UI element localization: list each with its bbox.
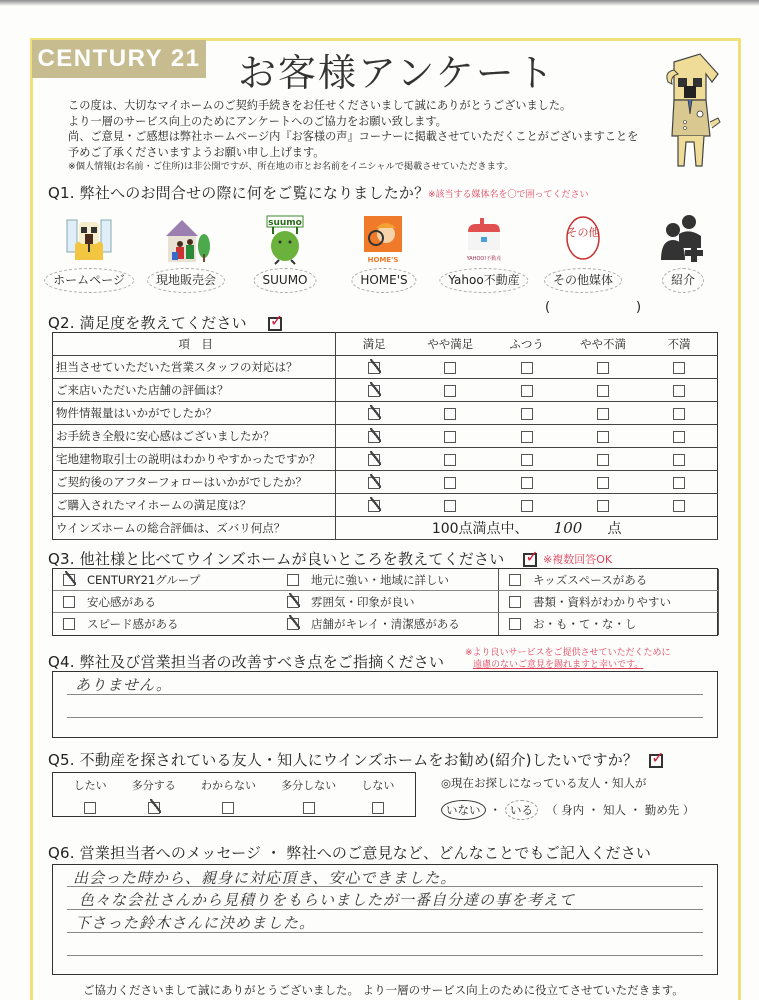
rating-cell — [336, 425, 412, 448]
suumo-caption: suumo — [268, 218, 302, 228]
q4-title: Q4. 弊社及び営業担当者の改善すべき点をご指摘ください — [48, 653, 445, 671]
strength-label: 安心感がある — [87, 594, 156, 609]
q2-title-text: Q2. 満足度を教えてください — [48, 314, 247, 332]
rating-cell — [488, 425, 564, 448]
rating-checkbox[interactable] — [597, 500, 609, 512]
rating-cell — [412, 356, 488, 379]
strength-label: 書類・資料がわかりやすい — [533, 594, 671, 609]
other-media-paren-close: ) — [636, 300, 642, 315]
strength-checkbox[interactable] — [63, 618, 75, 630]
rating-cell — [412, 379, 488, 402]
media-label: ホームページ — [44, 268, 134, 293]
q4-note-line2: 遠慮のないご意見を賜れますと幸いです。 — [473, 660, 644, 670]
rating-checkbox[interactable] — [521, 385, 533, 397]
rating-checkbox[interactable] — [673, 362, 685, 374]
media-option-yahoo[interactable] — [436, 212, 532, 292]
rating-cell — [412, 425, 488, 448]
recommend-label: したい — [73, 779, 107, 792]
rating-cell — [641, 402, 717, 425]
rating-checkbox[interactable] — [368, 477, 380, 489]
strength-checkbox[interactable] — [509, 596, 521, 608]
rating-cell — [412, 448, 488, 471]
rating-checkbox[interactable] — [673, 454, 685, 466]
media-option-homepage[interactable] — [41, 212, 137, 292]
rating-cell — [412, 494, 488, 517]
q6-handwritten-line: 出会った時から、親身に対応頂き、安心できました。 — [73, 869, 457, 887]
column-header: やや満足 — [412, 333, 488, 356]
rating-cell — [641, 471, 717, 494]
recommend-label: わからない — [200, 779, 256, 792]
q6-handwritten-line: 下さった鈴木さんに決めました。 — [75, 914, 316, 932]
row-label: ご購入されたマイホームの満足度は？ — [53, 494, 336, 517]
checkmark-icon — [268, 317, 282, 331]
rating-cell — [565, 402, 641, 425]
rating-cell — [565, 494, 641, 517]
rating-checkbox[interactable] — [521, 408, 533, 420]
rating-checkbox[interactable] — [444, 477, 456, 489]
rating-cell — [565, 425, 641, 448]
score-row — [53, 517, 718, 540]
rating-checkbox[interactable] — [521, 454, 533, 466]
strength-checkbox[interactable] — [287, 574, 299, 586]
recommend-label: しない — [361, 779, 395, 792]
q5-title-text: Q5. 不動産を探されている友人・知人にウインズホームをお勧め(紹介)したいですか？ — [48, 751, 639, 769]
media-options — [45, 212, 715, 292]
media-label: 紹介 — [662, 268, 704, 293]
satisfaction-table — [52, 332, 718, 540]
recommend-option[interactable] — [74, 773, 107, 816]
rating-cell — [488, 471, 564, 494]
rating-checkbox[interactable] — [521, 362, 533, 374]
score-prefix: 100点満点中、 — [431, 521, 529, 537]
table-row — [53, 379, 718, 402]
q5-title — [48, 749, 663, 770]
suumo-icon — [259, 214, 311, 266]
rating-checkbox[interactable] — [444, 500, 456, 512]
q4-answer-box[interactable] — [52, 671, 718, 738]
strength-label: CENTURY21グループ — [87, 572, 201, 587]
media-option-open-house[interactable] — [138, 212, 234, 292]
table-row — [53, 356, 718, 379]
yahoo-caption: YAHOO!不動産 — [466, 256, 502, 262]
strength-checkbox[interactable] — [63, 574, 75, 586]
recommend-checkbox[interactable] — [148, 802, 160, 814]
rating-cell — [565, 379, 641, 402]
rating-checkbox[interactable] — [444, 454, 456, 466]
rating-checkbox[interactable] — [673, 477, 685, 489]
q4-handwritten-answer: ありません。 — [75, 676, 172, 694]
rating-checkbox[interactable] — [673, 431, 685, 443]
row-label: お手続き全般に安心感はございましたか？ — [53, 425, 336, 448]
other-media-paren-open: ( — [545, 300, 551, 315]
rating-cell — [336, 471, 412, 494]
score-label: ウインズホームの総合評価は、ズバリ何点？ — [53, 517, 336, 540]
column-header: ふつう — [488, 333, 564, 356]
table-row — [53, 402, 718, 425]
friend-question: ◎現在お探しになっている友人・知人が — [441, 776, 647, 790]
table-header-row — [53, 333, 718, 356]
rating-cell — [488, 494, 564, 517]
q3-title-text: Q3. 他社様と比べてウインズホームが良いところを教えてください — [48, 550, 505, 568]
strength-label: お・も・て・な・し — [533, 617, 637, 631]
rating-cell — [565, 471, 641, 494]
recommend-checkbox[interactable] — [372, 802, 384, 814]
q3-note: ※複数回答OK — [543, 553, 613, 566]
score-input[interactable]: 100 — [553, 519, 583, 537]
rating-checkbox[interactable] — [368, 362, 380, 374]
strength-label: キッズスペースがある — [533, 572, 648, 587]
checkmark-icon — [523, 553, 537, 567]
media-label: HOME'S — [351, 268, 416, 293]
rating-checkbox[interactable] — [673, 500, 685, 512]
privacy-note: ※個人情報(お名前・ご住所)は非公開ですが、所在地の市とお名前をイニシャルで掲載させていただきます。 — [68, 161, 514, 172]
rating-checkbox[interactable] — [673, 408, 685, 420]
strength-checkbox[interactable] — [287, 596, 299, 608]
row-label: 宅地建物取引士の説明はわかりやすかったですか？ — [53, 448, 336, 471]
intro-line: 尚、ご意見・ご感想は弊社ホームページ内『お客様の声』コーナーに掲載させていただくことがございますことを — [68, 130, 639, 143]
rating-checkbox[interactable] — [597, 362, 609, 374]
recommend-checkbox[interactable] — [303, 802, 315, 814]
rating-cell — [488, 356, 564, 379]
homepage-mascot-icon — [63, 214, 115, 266]
friend-types: （ 身内 ・ 知人 ・ 勤め先 ） — [546, 803, 695, 817]
rating-cell — [488, 402, 564, 425]
media-option-suumo[interactable] — [237, 212, 333, 292]
strength-option[interactable] — [499, 591, 719, 613]
rating-cell — [336, 356, 412, 379]
rating-cell — [565, 448, 641, 471]
intro-line: この度は、大切なマイホームのご契約手続きをお任せくださいまして誠にありがとうございました。 — [68, 99, 572, 112]
column-header: 満足 — [336, 333, 412, 356]
scan-top-shadow — [0, 0, 759, 6]
rating-checkbox[interactable] — [444, 385, 456, 397]
rating-checkbox[interactable] — [444, 362, 456, 374]
media-label: Yahoo不動産 — [439, 268, 528, 293]
intro-line: より一層のサービス向上のためにアンケートへのご協力をお願い致します。 — [68, 114, 447, 128]
recommend-option[interactable] — [132, 773, 176, 816]
q6-answer-box[interactable] — [52, 864, 718, 975]
page-title: お客様アンケート — [238, 51, 556, 95]
score-cell — [336, 517, 718, 540]
rating-cell — [641, 379, 717, 402]
friend-option-none[interactable]: いない — [441, 800, 486, 820]
table-row — [53, 448, 718, 471]
rating-cell — [336, 402, 412, 425]
rating-cell — [412, 471, 488, 494]
friend-options — [441, 800, 694, 820]
media-option-homes[interactable] — [336, 212, 432, 292]
rating-checkbox[interactable] — [368, 408, 380, 420]
rating-cell — [336, 379, 412, 402]
friend-status — [441, 775, 694, 820]
strength-checkbox[interactable] — [509, 574, 521, 586]
rating-checkbox[interactable] — [368, 385, 380, 397]
rating-checkbox[interactable] — [597, 408, 609, 420]
rating-checkbox[interactable] — [521, 477, 533, 489]
separator: ・ — [489, 803, 501, 817]
row-label: ご契約後のアフターフォローはいかがでしたか？ — [53, 471, 336, 494]
recommend-checkbox[interactable] — [84, 802, 96, 814]
q1-title: Q1. 弊社へのお問合せの際に何をご覧になりましたか？ — [48, 184, 430, 202]
other-media-stamp-icon — [557, 214, 609, 266]
recommend-option[interactable] — [361, 773, 394, 816]
rating-cell — [565, 356, 641, 379]
column-header: やや不満 — [565, 333, 641, 356]
media-option-referral[interactable] — [635, 212, 731, 292]
column-header: 項 目 — [53, 333, 336, 356]
rating-checkbox[interactable] — [444, 408, 456, 420]
strength-option[interactable] — [53, 591, 277, 613]
writing-line — [67, 717, 703, 718]
media-label: その他媒体 — [544, 268, 622, 293]
column-header: 不満 — [641, 333, 717, 356]
strength-checkbox[interactable] — [287, 618, 299, 630]
strength-label: 店舗がキレイ・清潔感がある — [311, 617, 460, 631]
strengths-checklist — [52, 568, 718, 636]
recommend-checkbox[interactable] — [222, 802, 234, 814]
recommend-option[interactable] — [201, 773, 256, 816]
table-row — [53, 425, 718, 448]
q2-title — [48, 312, 282, 333]
score-suffix: 点 — [607, 521, 622, 537]
strength-option[interactable] — [53, 569, 277, 591]
q1-note: ※該当する媒体名を〇で囲ってください — [428, 190, 589, 200]
table-row — [53, 494, 718, 517]
other-stamp-text: その他 — [566, 226, 600, 239]
strength-label: スピード感がある — [87, 617, 179, 631]
strength-option[interactable] — [277, 591, 499, 613]
strength-checkbox[interactable] — [509, 618, 521, 630]
row-label: 物件情報量はいかがでしたか？ — [53, 402, 336, 425]
strength-option[interactable] — [499, 569, 719, 591]
q3-title — [48, 548, 537, 569]
recommend-label: 多分しない — [281, 779, 337, 792]
strength-label: 雰囲気・印象が良い — [311, 594, 415, 609]
rating-checkbox[interactable] — [597, 454, 609, 466]
homes-icon — [358, 214, 410, 266]
strength-option[interactable] — [499, 613, 719, 635]
rating-checkbox[interactable] — [597, 385, 609, 397]
strength-label: 地元に強い・地域に詳しい — [311, 572, 449, 587]
strength-option[interactable] — [277, 613, 499, 635]
recommend-option[interactable] — [281, 773, 336, 816]
open-house-family-icon — [160, 214, 212, 266]
rating-checkbox[interactable] — [521, 500, 533, 512]
rating-cell — [336, 494, 412, 517]
homes-caption: HOME'S — [367, 256, 399, 264]
writing-line — [67, 955, 703, 956]
rating-cell — [488, 448, 564, 471]
recommend-label: 多分する — [131, 779, 176, 792]
rating-checkbox[interactable] — [597, 477, 609, 489]
row-label: 担当させていただいた営業スタッフの対応は？ — [53, 356, 336, 379]
rating-cell — [641, 356, 717, 379]
rating-cell — [412, 402, 488, 425]
rating-cell — [641, 425, 717, 448]
footer-thanks: ご協力くださいまして誠にありがとうございました。 より一層のサービス向上のために役立てさせていただきます。 — [83, 983, 684, 997]
strength-checkbox[interactable] — [63, 596, 75, 608]
rating-checkbox[interactable] — [673, 385, 685, 397]
intro-line: 予めご了承くださいますようお願い申し上げます。 — [68, 145, 325, 159]
q4-note-line1: ※より良いサービスをご提供させていただくために — [465, 648, 671, 658]
yahoo-realestate-icon — [458, 214, 510, 266]
media-label: 現地販売会 — [147, 268, 225, 293]
strength-option[interactable] — [277, 569, 499, 591]
recommend-options — [52, 772, 416, 817]
rating-cell — [336, 448, 412, 471]
strength-option[interactable] — [53, 613, 277, 635]
rating-cell — [641, 494, 717, 517]
intro-text — [68, 98, 638, 174]
rating-checkbox[interactable] — [521, 431, 533, 443]
checkmark-icon — [649, 754, 663, 768]
row-label: ご来店いただいた店舗の評価は？ — [53, 379, 336, 402]
rating-cell — [641, 448, 717, 471]
rating-cell — [488, 379, 564, 402]
rating-checkbox[interactable] — [368, 454, 380, 466]
media-label: SUUMO — [254, 268, 317, 293]
media-option-other[interactable] — [535, 212, 631, 292]
rating-checkbox[interactable] — [368, 431, 380, 443]
table-row — [53, 471, 718, 494]
friend-option-exists[interactable]: いる — [505, 800, 538, 820]
rating-checkbox[interactable] — [597, 431, 609, 443]
century21-logo: CENTURY 21 — [32, 40, 206, 78]
rating-checkbox[interactable] — [368, 500, 380, 512]
q6-title: Q6. 営業担当者へのメッセージ ・ 弊社へのご意見など、どんなことでもご記入ください — [48, 844, 652, 862]
rating-checkbox[interactable] — [444, 431, 456, 443]
q6-handwritten-line: 色々な会社さんから見積りをもらいましたが一番自分達の事を考えて — [79, 891, 576, 909]
referral-add-user-icon — [657, 214, 709, 266]
mascot-dog-icon — [660, 52, 722, 170]
